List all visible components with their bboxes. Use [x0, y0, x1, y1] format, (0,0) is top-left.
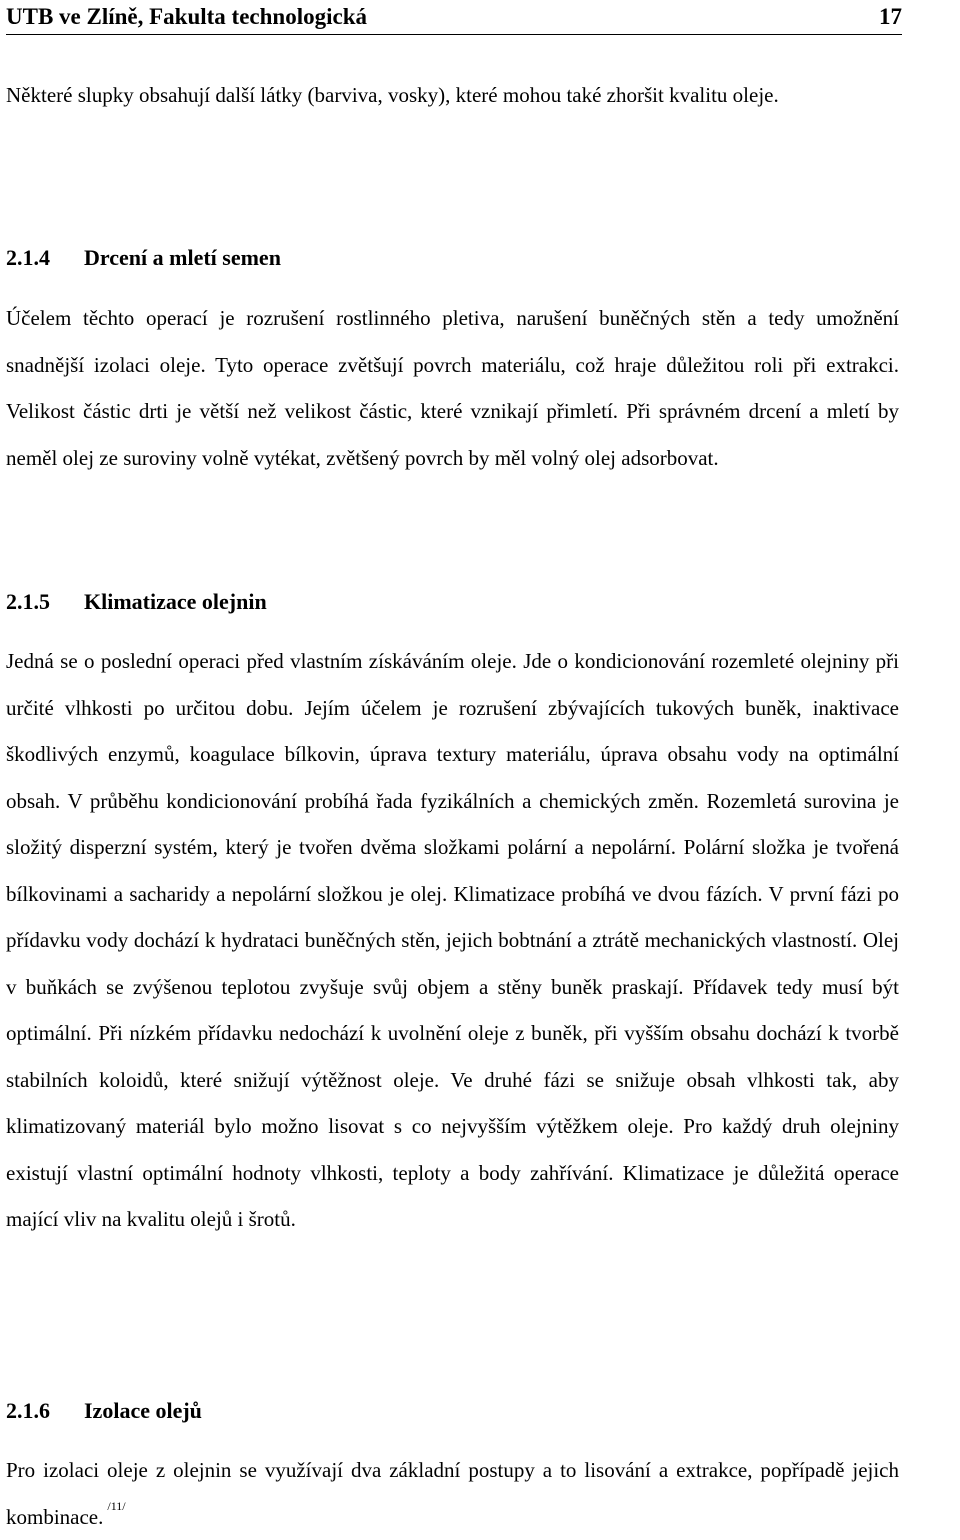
section-number: 2.1.5	[6, 589, 50, 614]
section-title: Izolace olejů	[84, 1398, 202, 1423]
section-text: Pro izolaci oleje z olejnin se využívají dva základní postupy a to lisování a extrakce, popřípadě jejich kombinace.	[6, 1458, 899, 1529]
section-2-1-4-heading	[6, 243, 899, 273]
header-title: UTB ve Zlíně, Fakulta technologická	[6, 4, 367, 29]
section-title: Klimatizace olejnin	[84, 589, 267, 614]
section-paragraph: Jedná se o poslední operaci před vlastním získáváním oleje. Jde o kondicionování rozemleté olejniny při určité vlhkosti po určitou dobu. Jejím účelem je rozrušení zbývajících tukových buněk, inaktivace škodlivých enzymů, koagulace bílkovin, úprava textury materiálu, úprava obsahu vody na optimální obsah. V průběhu kondicionování probíhá řada fyzikálních a chemických změn. Rozemletá surovina je složitý disperzní systém, který je tvořen dvěma složkami polární a nepolární. Polární složka je tvořená bílkovinami a sacharidy a nepolární složkou je olej. Klimatizace probíhá ve dvou fázích. V první fázi po přídavku vody dochází k hydrataci buněčných stěn, jejich bobtnání a ztrátě mechanických vlastností. Olej v buňkách se zvýšenou teplotou zvyšuje svůj objem a stěny buněk praskají. Přídavek tedy musí být optimální. Při nízkém přídavku nedochází k uvolnění oleje z buněk, při vyšším obsahu dochází k tvorbě stabilních koloidů, které snižují výtěžnost oleje. Ve druhé fázi se snižuje obsah vlhkosti tak, aby klimatizovaný materiál bylo možno lisovat s co nejvyšším výtěžkem oleje. Pro každý druh olejniny existují vlastní optimální hodnoty vlhkosti, teploty a body zahřívání. Klimatizace je důležitá operace mající vliv na kvalitu olejů i šrotů.	[6, 649, 899, 1231]
section-number: 2.1.6	[6, 1398, 50, 1423]
section-number: 2.1.4	[6, 245, 50, 270]
section-2-1-5-body	[6, 638, 899, 1243]
section-2-1-4-body	[6, 295, 899, 481]
intro-paragraph: Některé slupky obsahují další látky (barviva, vosky), které mohou také zhoršit kvalitu oleje.	[6, 83, 779, 107]
section-2-1-6-body	[6, 1447, 899, 1540]
page-header	[6, 4, 902, 35]
section-paragraph	[6, 1447, 899, 1540]
section-paragraph: Účelem těchto operací je rozrušení rostlinného pletiva, narušení buněčných stěn a tedy umožnění snadnější izolaci oleje. Tyto operace zvětšují povrch materiálu, což hraje důležitou roli při extrakci. Velikost částic drti je větší než velikost částic, které vznikají přimletí. Při správném drcení a mletí by neměl olej ze suroviny volně vytékat, zvětšený povrch by měl volný olej adsorbovat.	[6, 306, 899, 470]
intro-paragraph-block	[6, 72, 899, 119]
section-2-1-5-heading	[6, 587, 899, 617]
citation-reference: /11/	[107, 1498, 126, 1513]
section-title: Drcení a mletí semen	[84, 245, 281, 270]
section-2-1-6-heading	[6, 1396, 899, 1426]
page-number: 17	[879, 4, 902, 29]
